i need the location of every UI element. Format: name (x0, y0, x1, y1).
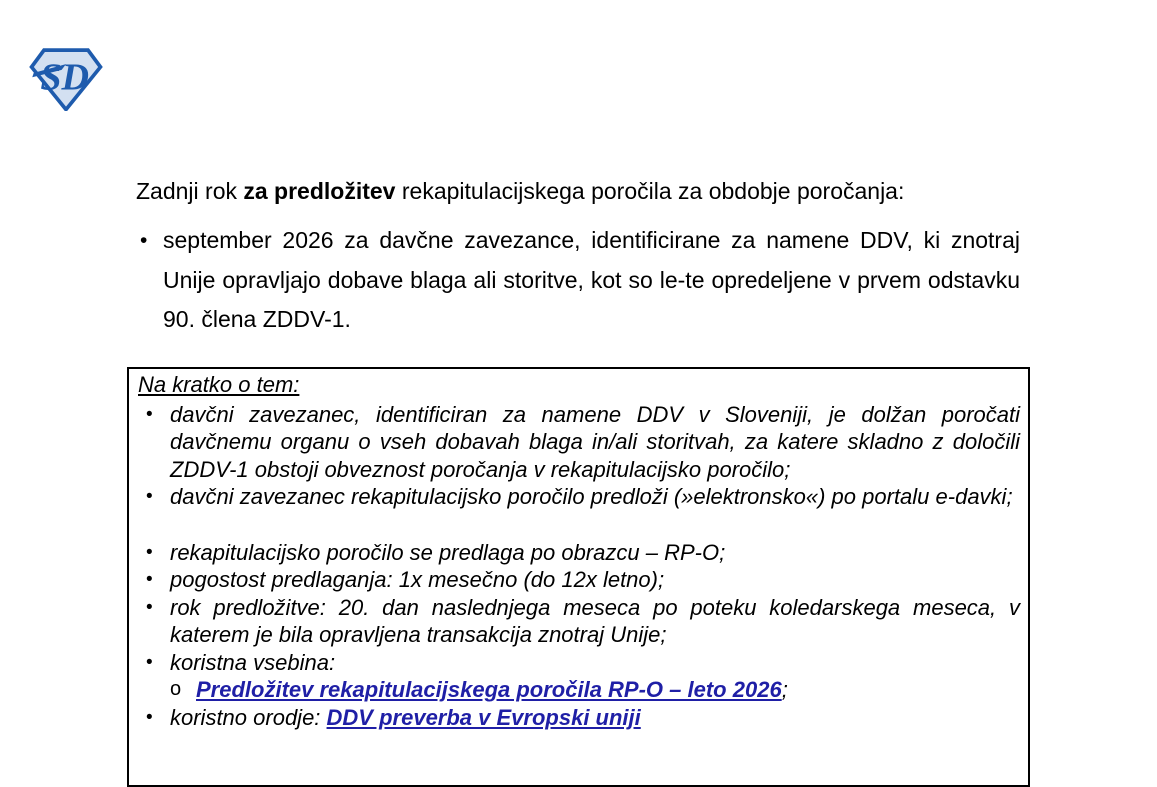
vies-check-link[interactable]: DDV preverba v Evropski uniji (326, 704, 641, 730)
intro-title-post: rekapitulacijskega poročila za obdobje poročanja: (395, 178, 905, 204)
blank-line (138, 511, 1020, 539)
sd-shield-icon (29, 45, 103, 111)
sub-list-item (138, 676, 1020, 704)
intro-title-pre: Zadnji rok (136, 178, 244, 204)
list-item (138, 483, 1020, 511)
intro-title (136, 178, 1022, 204)
sub-link-suffix: ; (781, 677, 788, 702)
rpo-2026-link[interactable]: Predložitev rekapitulacijskega poročila RP-O – leto 2026 (196, 677, 782, 702)
bullet-icon: • (146, 486, 153, 507)
bullet-icon: • (140, 229, 148, 252)
list-item (138, 649, 1020, 677)
summary-box-heading: Na kratko o tem: (138, 372, 300, 397)
list-item (138, 704, 1020, 732)
list-item-text: davčni zavezanec, identificiran za namene DDV v Sloveniji, je dolžan poročati davčnemu organu o vseh dobavah blaga in/ali storitvah, za katere skladno z določili ZDDV-1 obstoji obveznost poročanja v rekapitulacijsko poročilo; (170, 401, 1020, 482)
bullet-icon: • (146, 569, 153, 590)
sd-logo (29, 45, 103, 111)
sub-list-item-text (196, 676, 788, 704)
list-item-text (170, 704, 1020, 732)
list-item-text: rok predložitve: 20. dan naslednjega meseca po poteku koledarskega meseca, v katerem je bila opravljena transakcija znotraj Unije; (170, 594, 1020, 647)
list-item-text: koristna vsebina: (170, 649, 336, 675)
list-item (138, 401, 1020, 484)
intro-bullet-text: september 2026 za davčne zavezance, identificirane za namene DDV, ki znotraj Unije opravljajo dobave blaga ali storitve, kot so le-te opredeljene v prvem odstavku 90. člena ZDDV-1. (163, 227, 1020, 332)
summary-box (127, 367, 1030, 787)
list-item (138, 566, 1020, 594)
intro-title-bold: za predložitev (243, 178, 396, 204)
list-item-text: davčni zavezanec rekapitulacijsko poročilo predloži (»elektronsko«) po portalu e-davki; (170, 484, 1013, 509)
list-item (138, 539, 1020, 567)
bullet-icon: • (146, 403, 153, 425)
logo-letters: SD (40, 56, 90, 99)
list-item-text: rekapitulacijsko poročilo se predlaga po obrazcu – RP-O; (170, 539, 726, 565)
intro-bullet-item (140, 221, 1020, 340)
list-item-text: pogostost predlaganja: 1x mesečno (do 12x letno); (170, 567, 665, 592)
list-item (138, 594, 1020, 649)
bullet-icon: • (146, 706, 153, 728)
bullet-icon: • (146, 541, 153, 563)
circle-bullet-icon: o (170, 678, 182, 700)
last-item-prefix: koristno orodje: (170, 704, 327, 730)
bullet-icon: • (146, 651, 153, 673)
bullet-icon: • (146, 596, 153, 618)
